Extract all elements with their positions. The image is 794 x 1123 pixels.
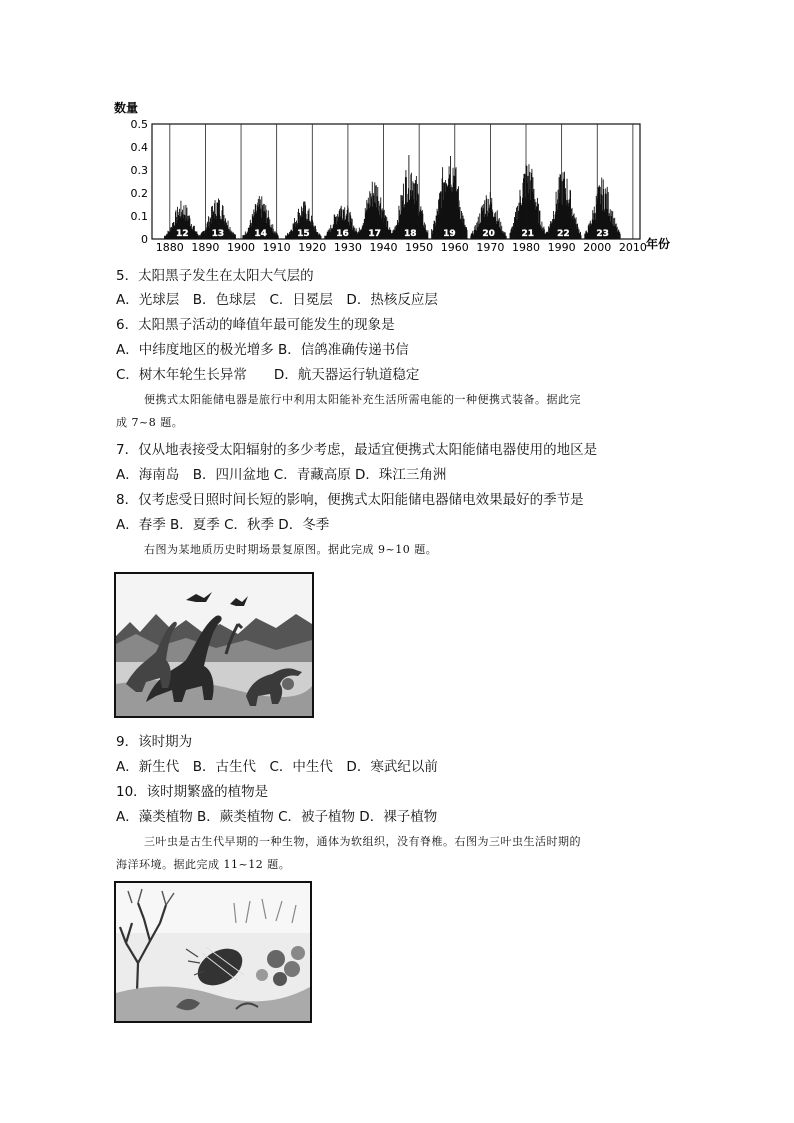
cycle-21 [510, 164, 545, 239]
x-tick-label: 1950 [405, 241, 434, 254]
intro-7-8-line-1: 便携式太阳能储电器是旅行中利用太阳能补充生活所需电能的一种便携式装备。据此完 [144, 393, 581, 406]
intro-7-8-line-2: 成 7~8 题。 [116, 416, 184, 429]
intro-11-12-line-1: 三叶虫是古生代早期的一种生物，通体为软组织，没有脊椎。右图为三叶虫生活时期的 [144, 835, 581, 848]
question-8-options: A．春季 B．夏季 C．秋季 D．冬季 [116, 517, 330, 533]
x-tick-label: 1910 [262, 241, 291, 254]
question-6-options-2: C．树木年轮生长异常 D．航天器运行轨道稳定 [116, 367, 420, 383]
y-tick-label: 0.3 [130, 164, 148, 177]
y-axis-title: 数量 [114, 101, 139, 115]
cycle-label: 14 [254, 229, 267, 239]
cycle-label: 21 [521, 229, 535, 239]
y-tick-label: 0.5 [130, 118, 148, 131]
x-axis-title: 年份 [646, 237, 671, 251]
x-tick-label: 2000 [583, 241, 612, 254]
sunspot-chart [112, 98, 692, 258]
question-5-options: A．光球层 B．色球层 C．日冕层 D．热核反应层 [116, 292, 438, 308]
x-tick-label: 1970 [476, 241, 505, 254]
x-tick-label: 1980 [512, 241, 541, 254]
cycle-label: 20 [482, 229, 495, 239]
cycle-label: 18 [403, 229, 417, 239]
cycle-label: 12 [176, 229, 189, 239]
question-9: 9．该时期为 [116, 734, 193, 750]
cycle-label: 16 [336, 229, 349, 239]
cycle-label: 22 [557, 229, 570, 239]
cycle-19 [432, 156, 467, 239]
cycle-18 [392, 155, 427, 239]
question-6-options-1: A．中纬度地区的极光增多 B．信鸽准确传递书信 [116, 342, 409, 358]
question-7-options: A．海南岛 B．四川盆地 C．青藏高原 D．珠江三角洲 [116, 467, 447, 483]
x-tick-label: 1930 [333, 241, 362, 254]
trilobite-scene-image [114, 881, 312, 1023]
y-tick-label: 0.2 [130, 187, 148, 200]
chart-bars [164, 155, 620, 239]
cycle-label: 13 [211, 229, 225, 239]
question-7: 7．仅从地表接受太阳辐射的多少考虑，最适宜便携式太阳能储电器使用的地区是 [116, 442, 598, 458]
question-10-options: A．藻类植物 B．蕨类植物 C．被子植物 D．裸子植物 [116, 809, 438, 825]
question-10: 10．该时期繁盛的植物是 [116, 784, 269, 800]
x-tick-label: 1900 [227, 241, 256, 254]
dinosaur-scene-image [114, 572, 314, 718]
intro-11-12-line-2: 海洋环境。据此完成 11~12 题。 [116, 858, 291, 871]
x-tick-label: 1990 [547, 241, 576, 254]
question-8: 8．仅考虑受日照时间长短的影响，便携式太阳能储电器储电效果最好的季节是 [116, 492, 584, 508]
cycle-label: 17 [368, 229, 381, 239]
question-6: 6．太阳黑子活动的峰值年最可能发生的现象是 [116, 317, 395, 333]
cycle-label: 19 [443, 229, 456, 239]
x-tick-label: 1880 [155, 241, 184, 254]
cycle-label: 23 [596, 229, 609, 239]
y-tick-label: 0.4 [130, 141, 148, 154]
question-9-options: A．新生代 B．古生代 C．中生代 D．寒武纪以前 [116, 759, 438, 775]
question-5: 5．太阳黑子发生在太阳大气层的 [116, 268, 314, 284]
intro-9-10: 右图为某地质历史时期场景复原图。据此完成 9~10 题。 [144, 543, 438, 556]
x-tick-label: 2010 [618, 241, 647, 254]
x-tick-label: 1890 [191, 241, 220, 254]
y-tick-label: 0.1 [130, 210, 148, 223]
cycle-label: 15 [297, 229, 310, 239]
x-tick-label: 1940 [369, 241, 398, 254]
x-tick-label: 1960 [440, 241, 469, 254]
y-tick-label: 0 [141, 233, 148, 246]
x-tick-label: 1920 [298, 241, 327, 254]
